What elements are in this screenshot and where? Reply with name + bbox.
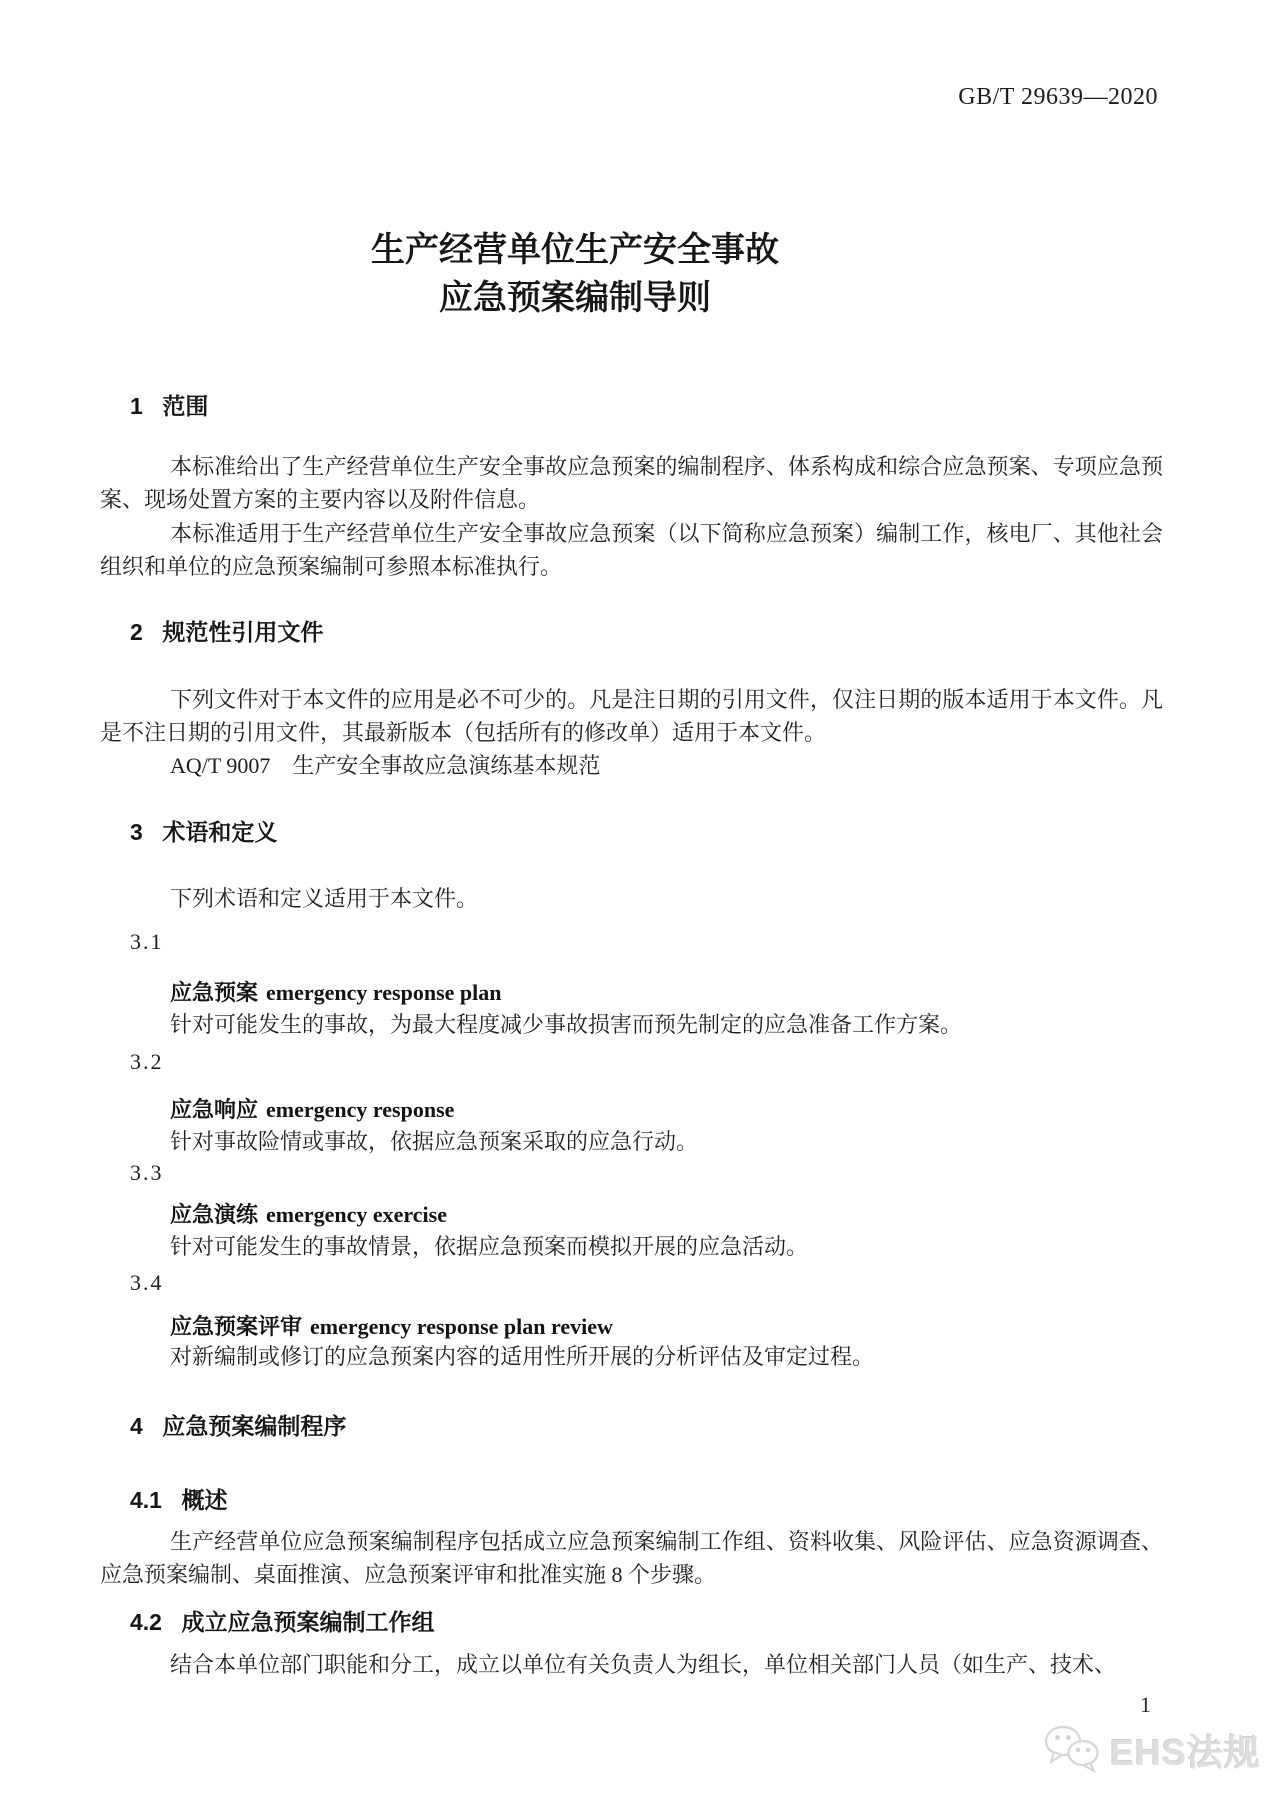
term-2-name-en: emergency response	[266, 1097, 455, 1122]
term-2-name-zh: 应急响应	[170, 1097, 259, 1122]
term-3-number: 3.3	[130, 1160, 164, 1185]
term-4-name-en: emergency response plan review	[310, 1314, 613, 1339]
section-4-2-paragraph: 结合本单位部门职能和分工，成立以单位有关负责人为组长，单位相关部门人员（如生产、技术、	[170, 1652, 1117, 1677]
section-4-2-number: 4.2	[130, 1609, 162, 1635]
page-number: 1	[1140, 1692, 1151, 1717]
section-1-number: 1	[130, 393, 143, 419]
section-4-1-number: 4.1	[130, 1487, 162, 1513]
section-3-label: 术语和定义	[162, 819, 278, 845]
term-4-number: 3.4	[130, 1270, 164, 1295]
term-1-name-zh: 应急预案	[170, 980, 259, 1005]
section-2-paragraph-1: 下列文件对于本文件的应用是必不可少的。凡是注日期的引用文件，仅注日期的版本适用于本文件。凡是不注日期的引用文件，其最新版本（包括所有的修改单）适用于本文件。	[100, 687, 1163, 745]
section-2-heading	[130, 614, 323, 647]
section-1-paragraph-2: 本标准适用于生产经营单位生产安全事故应急预案（以下简称应急预案）编制工作，核电厂、其他社会组织和单位的应急预案编制可参照本标准执行。	[100, 521, 1163, 579]
term-2-number: 3.2	[130, 1049, 164, 1074]
section-3-heading	[130, 814, 277, 847]
section-4-heading	[130, 1408, 346, 1441]
term-1-name-en: emergency response plan	[266, 980, 502, 1005]
section-1-label: 范围	[162, 393, 209, 419]
wechat-icon	[1042, 1722, 1104, 1779]
section-4-1-heading	[130, 1482, 228, 1515]
term-3-name	[170, 1198, 447, 1229]
document-title-line1: 生产经营单位生产安全事故	[371, 231, 779, 269]
section-4-1-paragraph: 生产经营单位应急预案编制程序包括成立应急预案编制工作组、资料收集、风险评估、应急资源调查、应急预案编制、桌面推演、应急预案评审和批准实施 8 个步骤。	[100, 1529, 1163, 1587]
section-4-2-label: 成立应急预案编制工作组	[181, 1609, 435, 1635]
term-3-name-zh: 应急演练	[170, 1202, 259, 1227]
section-4-label: 应急预案编制程序	[162, 1413, 347, 1439]
term-2-name	[170, 1093, 454, 1124]
document-title-line2: 应急预案编制导则	[439, 279, 711, 317]
term-1-number: 3.1	[130, 929, 164, 954]
term-3-definition: 针对可能发生的事故情景，依据应急预案而模拟开展的应急活动。	[170, 1234, 809, 1259]
term-4-name-zh: 应急预案评审	[170, 1314, 303, 1339]
term-2-definition: 针对事故险情或事故，依据应急预案采取的应急行动。	[170, 1129, 699, 1154]
normative-reference: AQ/T 9007 生产安全事故应急演练基本规范	[170, 753, 601, 778]
section-3-number: 3	[130, 819, 143, 845]
section-2-label: 规范性引用文件	[162, 619, 324, 645]
term-4-definition: 对新编制或修订的应急预案内容的适用性所开展的分析评估及审定过程。	[170, 1344, 875, 1369]
watermark-text: EHS法规	[1110, 1732, 1262, 1773]
section-4-number: 4	[130, 1413, 143, 1439]
section-4-1-label: 概述	[181, 1487, 228, 1513]
term-3-name-en: emergency exercise	[266, 1202, 447, 1227]
standard-number: GB/T 29639—2020	[958, 84, 1158, 110]
term-1-name	[170, 976, 501, 1007]
term-1-definition: 针对可能发生的事故，为最大程度减少事故损害而预先制定的应急准备工作方案。	[170, 1012, 963, 1037]
section-1-paragraph-1: 本标准给出了生产经营单位生产安全事故应急预案的编制程序、体系构成和综合应急预案、专项应急预案、现场处置方案的主要内容以及附件信息。	[100, 454, 1163, 512]
watermark	[1042, 1722, 1261, 1779]
section-1-heading	[130, 388, 208, 421]
term-4-name	[170, 1310, 613, 1341]
section-3-intro: 下列术语和定义适用于本文件。	[170, 886, 479, 911]
section-4-2-heading	[130, 1604, 435, 1637]
section-2-number: 2	[130, 619, 143, 645]
